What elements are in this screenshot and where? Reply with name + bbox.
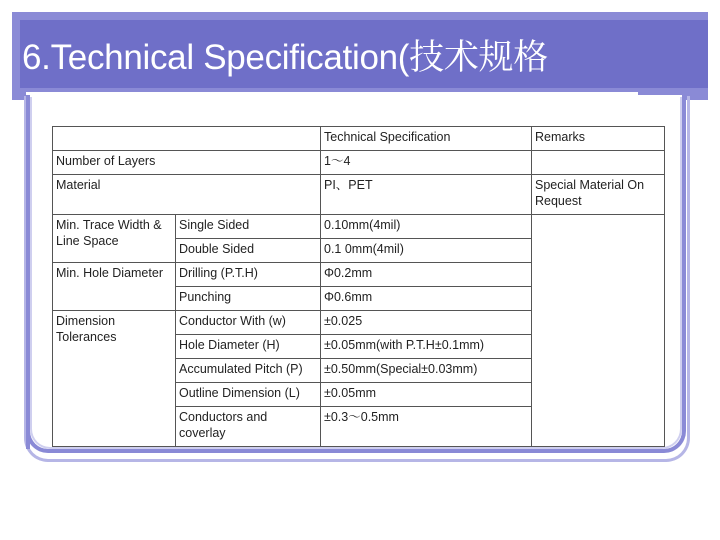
row-spec: ±0.3～0.5mm [321, 407, 532, 447]
row-spec: 1～4 [321, 151, 532, 175]
row-label: Material [53, 175, 321, 215]
header-empty-cell [53, 127, 321, 151]
remarks-empty-cell [532, 215, 665, 447]
header-spec: Technical Specification [321, 127, 532, 151]
row-spec: ±0.05mm(with P.T.H±0.1mm) [321, 335, 532, 359]
group-label: Min. Trace Width & Line Space [53, 215, 176, 263]
table-header-row [53, 127, 665, 151]
sub-label: Double Sided [176, 239, 321, 263]
row-remark [532, 151, 665, 175]
row-spec: PI、PET [321, 175, 532, 215]
table-row [53, 215, 665, 239]
row-remark: Special Material On Request [532, 175, 665, 215]
sub-label: Conductor With (w) [176, 311, 321, 335]
group-label: Dimension Tolerances [53, 311, 176, 447]
header-remarks: Remarks [532, 127, 665, 151]
row-label: Number of Layers [53, 151, 321, 175]
table-row [53, 151, 665, 175]
sub-label: Single Sided [176, 215, 321, 239]
sub-label: Drilling (P.T.H) [176, 263, 321, 287]
row-spec: Φ0.2mm [321, 263, 532, 287]
row-spec: ±0.05mm [321, 383, 532, 407]
sub-label: Hole Diameter (H) [176, 335, 321, 359]
sub-label: Outline Dimension (L) [176, 383, 321, 407]
row-spec: ±0.025 [321, 311, 532, 335]
row-spec: Φ0.6mm [321, 287, 532, 311]
group-label: Min. Hole Diameter [53, 263, 176, 311]
table-row [53, 175, 665, 215]
slide-title: 6.Technical Specification(技术规格 [22, 38, 548, 77]
sub-label: Conductors and coverlay [176, 407, 321, 447]
row-spec: ±0.50mm(Special±0.03mm) [321, 359, 532, 383]
row-spec: 0.1 0mm(4mil) [321, 239, 532, 263]
row-spec: 0.10mm(4mil) [321, 215, 532, 239]
sub-label: Punching [176, 287, 321, 311]
spec-table [52, 126, 665, 447]
sub-label: Accumulated Pitch (P) [176, 359, 321, 383]
